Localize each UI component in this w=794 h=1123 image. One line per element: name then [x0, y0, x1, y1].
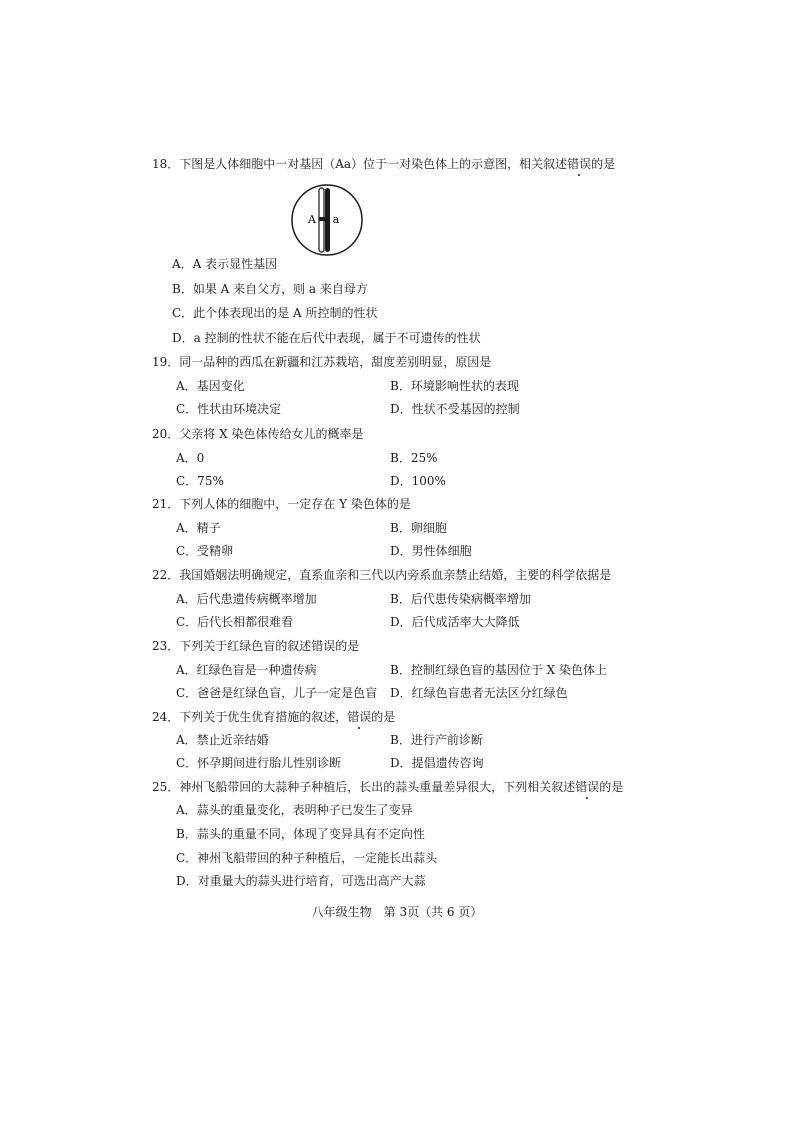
question-18-option-c: C．此个体表现出的是 A 所控制的性状	[172, 306, 378, 320]
question-19-stem: 19．同一品种的西瓜在新疆和江苏栽培，甜度差别明显，原因是	[152, 355, 492, 369]
question-19-option-b: B．环境影响性状的表现	[390, 379, 519, 393]
question-24-stem	[152, 709, 652, 725]
question-20-option-d: D．100%	[390, 474, 446, 488]
question-23-option-a: A．红绿色盲是一种遗传病	[176, 663, 317, 677]
allele-label-A: A	[308, 213, 316, 226]
question-24-option-a: A．禁止近亲结婚	[176, 733, 269, 747]
question-21-stem: 21．下列人体的细胞中，一定存在 Y 染色体的是	[152, 497, 411, 511]
question-20-option-c: C．75%	[176, 474, 224, 488]
question-24-option-c: C．怀孕期间进行胎儿性别诊断	[176, 756, 342, 770]
question-25-stem-text: 25．神州飞船带回的大蒜种子种植后，长出的蒜头重量差异很大，下列相关叙述	[152, 780, 576, 794]
question-18-stem-end: 的是	[591, 157, 616, 171]
question-22-option-d: D．后代成活率大大降低	[390, 615, 520, 629]
question-18-stem-text: 18．下图是人体细胞中一对基因（Aa）位于一对染色体上的示意图，相关叙述	[152, 157, 568, 171]
question-25-emphasis: 错误	[575, 780, 600, 794]
question-23-option-b: B．控制红绿色盲的基因位于 X 染色体上	[390, 663, 607, 677]
allele-label-a: a	[332, 213, 340, 226]
question-24-option-b: B．进行产前诊断	[390, 733, 483, 747]
question-19-option-a: A．基因变化	[176, 379, 245, 393]
question-18-option-a: A．A 表示显性基因	[172, 257, 278, 271]
question-18-stem	[152, 156, 652, 172]
question-18-option-b: B．如果 A 来自父方，则 a 来自母方	[172, 282, 368, 296]
question-19-option-d: D．性状不受基因的控制	[390, 402, 520, 416]
question-18-emphasis: 错误	[567, 157, 592, 171]
question-20-option-a: A．0	[176, 451, 205, 465]
page-footer: 八年级生物 第 3页（共 6 页）	[311, 905, 483, 919]
question-21-option-a: A．精子	[176, 521, 221, 535]
question-19-option-c: C．性状由环境决定	[176, 402, 282, 416]
question-20-option-b: B．25%	[390, 451, 438, 465]
question-25-option-a: A．蒜头的重量变化，表明种子已发生了变异	[176, 803, 413, 817]
chromosome-diagram	[290, 183, 364, 257]
question-24-stem-end: 的是	[371, 710, 396, 724]
question-25-stem-end: 的是	[599, 780, 624, 794]
question-23-option-c: C．爸爸是红绿色盲，儿子一定是色盲	[176, 686, 378, 700]
question-22-stem: 22．我国婚姻法明确规定，直系血亲和三代以内旁系血亲禁止结婚，主要的科学依据是	[152, 568, 612, 582]
question-24-emphasis: 错误	[347, 710, 372, 724]
question-25-stem	[152, 779, 652, 795]
question-23-option-d: D．红绿色盲患者无法区分红绿色	[390, 686, 568, 700]
question-23-stem: 23．下列关于红绿色盲的叙述错误的是	[152, 639, 360, 653]
question-24-option-d: D．提倡遗传咨询	[390, 756, 484, 770]
question-24-stem-text: 24．下列关于优生优育措施的叙述，	[152, 710, 348, 724]
question-25-option-b: B．蒜头的重量不同，体现了变异具有不定向性	[176, 827, 425, 841]
question-25-option-d: D．对重量大的蒜头进行培育，可选出高产大蒜	[176, 874, 426, 888]
question-21-option-c: C．受精卵	[176, 544, 234, 558]
question-22-option-c: C．后代长相都很难看	[176, 615, 294, 629]
question-20-stem: 20．父亲将 X 染色体传给女儿的概率是	[152, 427, 364, 441]
question-21-option-b: B．卵细胞	[390, 521, 447, 535]
gene-locus	[319, 217, 330, 221]
question-25-option-c: C．神州飞船带回的种子种植后，一定能长出蒜头	[176, 851, 438, 865]
question-22-option-a: A．后代患遗传病概率增加	[176, 592, 317, 606]
question-21-option-d: D．男性体细胞	[390, 544, 472, 558]
question-18-option-d: D．a 控制的性状不能在后代中表现，属于不可遗传的性状	[172, 331, 481, 345]
question-22-option-b: B．后代患传染病概率增加	[390, 592, 531, 606]
